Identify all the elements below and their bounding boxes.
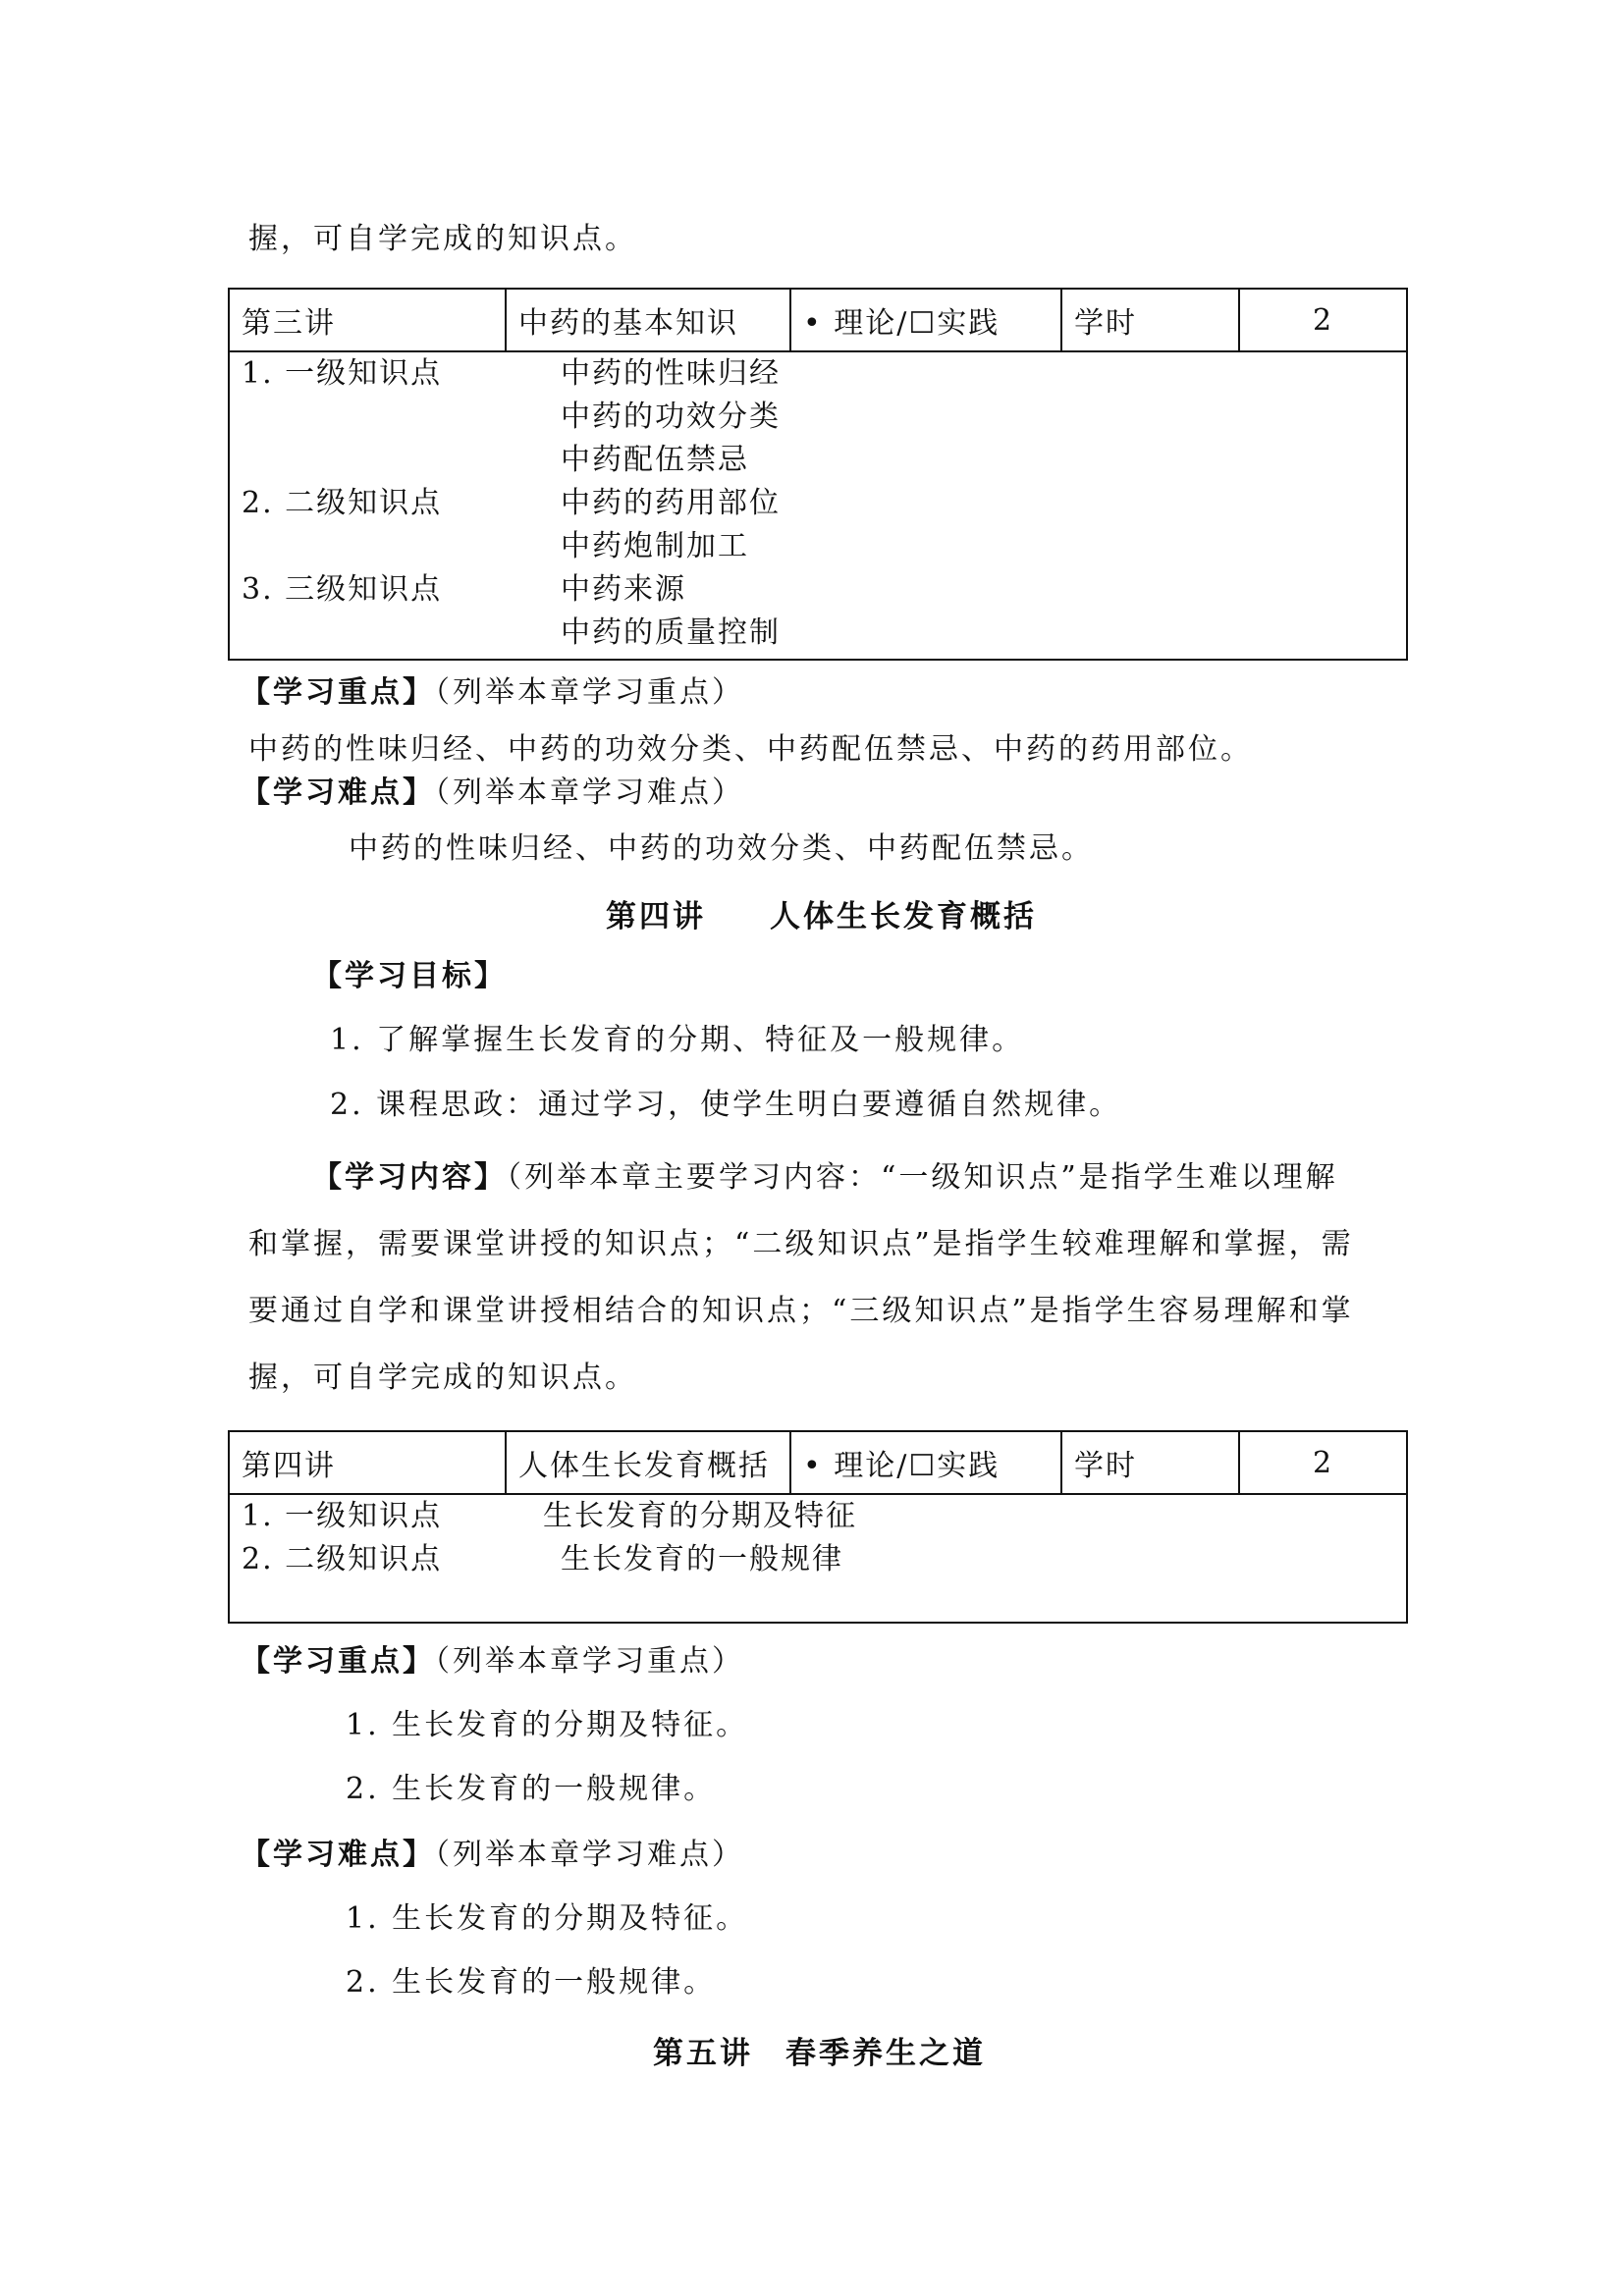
key-point-item: 1. 生长发育的分期及特征。 xyxy=(346,1708,749,1742)
objective-item: 1. 了解掌握生长发育的分期、特征及一般规律。 xyxy=(330,1023,1025,1057)
objective-item: 2. 课程思政：通过学习，使学生明白要遵循自然规律。 xyxy=(330,1088,1122,1122)
lecture-name-cell: 第三讲 xyxy=(229,289,506,351)
knowledge-item: 中药的质量控制 xyxy=(561,615,781,650)
knowledge-item: 中药来源 xyxy=(561,572,686,607)
knowledge-item: 中药炮制加工 xyxy=(561,529,749,563)
key-points-heading: 【学习重点】 xyxy=(241,1644,435,1679)
lecture-name-cell: 第四讲 xyxy=(229,1431,506,1494)
lecture4-table-header-row xyxy=(229,1431,1407,1494)
lecture4-section-title-number: 第四讲 xyxy=(606,899,706,934)
lecture5-section-title-name: 春季养生之道 xyxy=(785,2036,986,2071)
hours-label-cell: 学时 xyxy=(1061,289,1239,351)
lecture-type-cell: • 理论/☐实践 xyxy=(790,1431,1061,1494)
level-3-label: 3. 三级知识点 xyxy=(242,572,443,607)
key-points-hint: （列举本章学习重点） xyxy=(435,1644,744,1679)
difficulty-item: 2. 生长发育的一般规律。 xyxy=(346,1965,717,2000)
lecture4-key-points-heading-line xyxy=(241,1642,744,1682)
lecture5-section-title-number: 第五讲 xyxy=(653,2036,753,2071)
lecture-type-cell: • 理论/☐实践 xyxy=(790,289,1061,351)
lecture3-key-points-text: 中药的性味归经、中药的功效分类、中药配伍禁忌、中药的药用部位。 xyxy=(248,732,1253,767)
level-2-label: 2. 二级知识点 xyxy=(242,1542,443,1576)
level-2-label: 2. 二级知识点 xyxy=(242,486,443,520)
content-line: 要通过自学和课堂讲授相结合的知识点；“三级知识点”是指学生容易理解和掌 xyxy=(248,1294,1354,1328)
lecture3-table-body-row xyxy=(229,351,1407,660)
lecture3-difficulties-heading-line xyxy=(241,774,744,813)
content-line: 握，可自学完成的知识点。 xyxy=(248,1361,637,1395)
content-line: 和掌握，需要课堂讲授的知识点；“二级知识点”是指学生较难理解和掌握，需 xyxy=(248,1227,1354,1261)
knowledge-item: 中药的药用部位 xyxy=(561,486,781,520)
content-heading: 【学习内容】 xyxy=(312,1160,507,1195)
hours-value-cell: 2 xyxy=(1239,1431,1407,1494)
knowledge-item: 生长发育的一般规律 xyxy=(561,1542,843,1576)
knowledge-points-cell xyxy=(229,1494,1407,1623)
difficulties-hint: （列举本章学习难点） xyxy=(435,1838,744,1872)
lecture-title-cell: 中药的基本知识 xyxy=(506,289,790,351)
difficulties-heading: 【学习难点】 xyxy=(241,775,435,810)
knowledge-item: 生长发育的分期及特征 xyxy=(543,1499,857,1533)
lecture3-key-points-heading-line xyxy=(241,673,744,713)
lecture4-difficulties-heading-line xyxy=(241,1836,744,1875)
level-1-label: 1. 一级知识点 xyxy=(242,1499,443,1533)
hours-value-cell: 2 xyxy=(1239,289,1407,351)
lecture3-knowledge-table xyxy=(228,288,1408,661)
lecture4-section-title-name: 人体生长发育概括 xyxy=(770,899,1037,934)
difficulties-heading: 【学习难点】 xyxy=(241,1838,435,1872)
lecture3-table-header-row xyxy=(229,289,1407,351)
content-line-1 xyxy=(312,1158,1338,1198)
knowledge-item: 中药的功效分类 xyxy=(561,400,781,434)
content-text: （列举本章主要学习内容：“一级知识点”是指学生难以理解 xyxy=(507,1160,1338,1195)
key-point-item: 2. 生长发育的一般规律。 xyxy=(346,1772,717,1806)
key-points-heading: 【学习重点】 xyxy=(241,675,435,710)
lecture-title-cell: 人体生长发育概括 xyxy=(506,1431,790,1494)
lecture4-table-body-row xyxy=(229,1494,1407,1623)
difficulties-hint: （列举本章学习难点） xyxy=(435,775,744,810)
hours-label-cell: 学时 xyxy=(1061,1431,1239,1494)
knowledge-points-cell xyxy=(229,351,1407,660)
level-1-label: 1. 一级知识点 xyxy=(242,356,443,391)
lecture3-difficulties-text: 中药的性味归经、中药的功效分类、中药配伍禁忌。 xyxy=(349,831,1094,866)
difficulty-item: 1. 生长发育的分期及特征。 xyxy=(346,1901,749,1936)
knowledge-item: 中药配伍禁忌 xyxy=(561,443,749,477)
objectives-heading: 【学习目标】 xyxy=(312,959,507,993)
continuation-text: 握，可自学完成的知识点。 xyxy=(248,222,637,256)
lecture4-knowledge-table xyxy=(228,1430,1408,1624)
knowledge-item: 中药的性味归经 xyxy=(561,356,781,391)
key-points-hint: （列举本章学习重点） xyxy=(435,675,744,710)
